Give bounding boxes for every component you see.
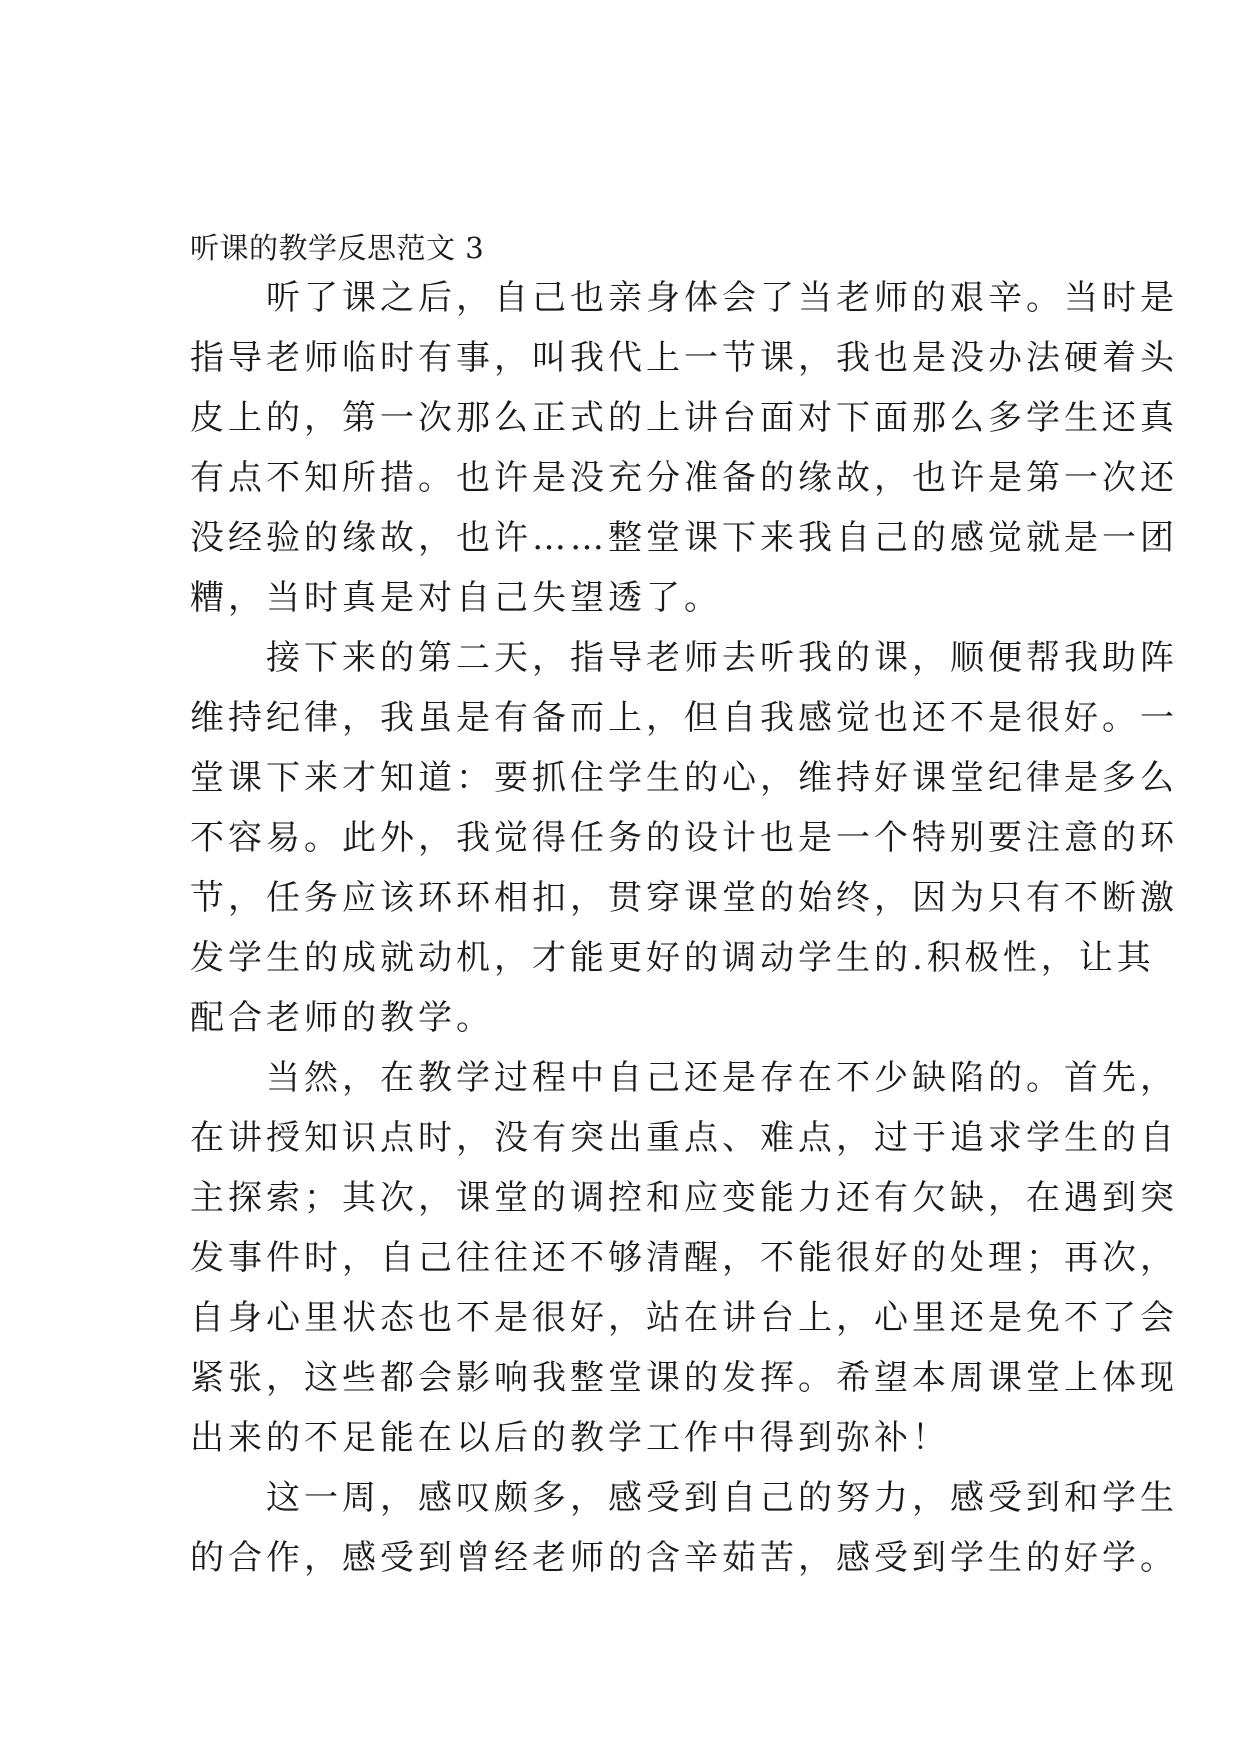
text-line: 发学生的成就动机，才能更好的调动学生的.积极性，让其 bbox=[190, 938, 1155, 978]
text-line: 指导老师临时有事，叫我代上一节课，我也是没办法硬着头 bbox=[190, 338, 1178, 378]
text-line: 节，任务应该环环相扣，贯穿课堂的始终，因为只有不断激 bbox=[190, 878, 1178, 918]
text-line: 维持纪律，我虽是有备而上，但自我感觉也还不是很好。一 bbox=[190, 698, 1178, 738]
text-line: 堂课下来才知道：要抓住学生的心，维持好课堂纪律是多么 bbox=[190, 758, 1178, 798]
text-line: 自身心里状态也不是很好，站在讲台上，心里还是免不了会 bbox=[190, 1298, 1178, 1338]
text-line: 紧张，这些都会影响我整堂课的发挥。希望本周课堂上体现 bbox=[190, 1358, 1178, 1398]
text-line: 配合老师的教学。 bbox=[190, 998, 494, 1038]
text-line: 在讲授知识点时，没有突出重点、难点，过于追求学生的自 bbox=[190, 1118, 1178, 1158]
text-line: 发事件时，自己往往还不够清醒，不能很好的处理；再次， bbox=[190, 1238, 1178, 1278]
text-line: 皮上的，第一次那么正式的上讲台面对下面那么多学生还真 bbox=[190, 398, 1178, 438]
text-line: 的合作，感受到曾经老师的含辛茹苦，感受到学生的好学。 bbox=[190, 1538, 1178, 1578]
text-line: 主探索；其次，课堂的调控和应变能力还有欠缺，在遇到突 bbox=[190, 1178, 1178, 1218]
document-title: 听课的教学反思范文 3 bbox=[190, 231, 485, 265]
text-line: 接下来的第二天，指导老师去听我的课，顺便帮我助阵 bbox=[190, 638, 1178, 678]
text-line: 糟，当时真是对自己失望透了。 bbox=[190, 578, 722, 618]
text-line: 当然，在教学过程中自己还是存在不少缺陷的。首先， bbox=[190, 1058, 1178, 1098]
text-line: 出来的不足能在以后的教学工作中得到弥补！ bbox=[190, 1418, 950, 1458]
text-line: 没经验的缘故，也许……整堂课下来我自己的感觉就是一团 bbox=[190, 518, 1178, 558]
text-line: 不容易。此外，我觉得任务的设计也是一个特别要注意的环 bbox=[190, 818, 1178, 858]
text-line: 听了课之后，自己也亲身体会了当老师的艰辛。当时是 bbox=[190, 278, 1178, 318]
text-line: 有点不知所措。也许是没充分准备的缘故，也许是第一次还 bbox=[190, 458, 1178, 498]
text-line: 这一周，感叹颇多，感受到自己的努力，感受到和学生 bbox=[190, 1478, 1178, 1518]
